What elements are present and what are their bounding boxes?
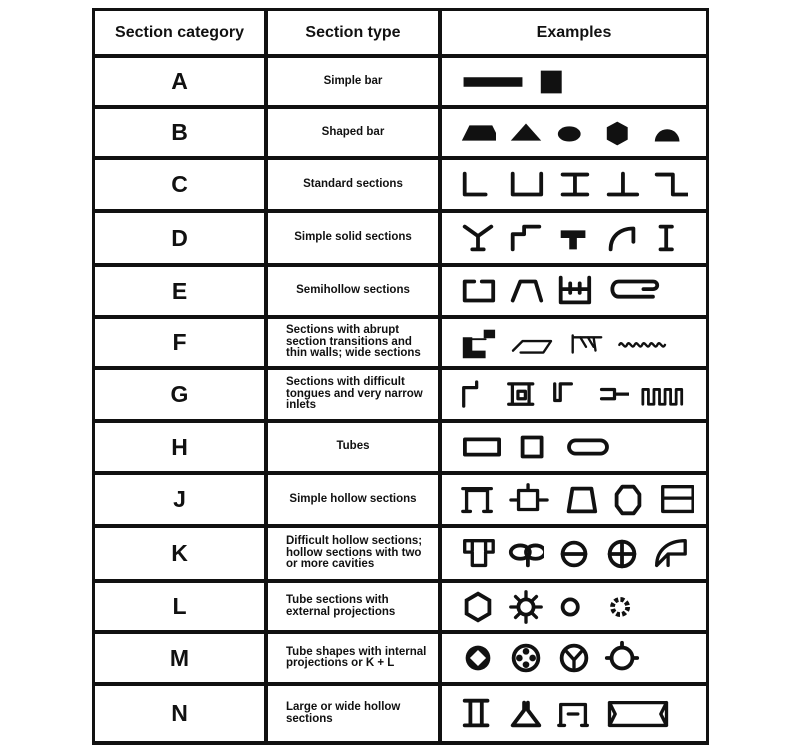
category-cell: F xyxy=(95,319,264,366)
hollow-trapezoid-icon xyxy=(562,481,598,519)
trapezoid-bar-icon xyxy=(460,114,496,152)
angle-section-icon xyxy=(460,166,496,204)
hexagon-bar-icon xyxy=(604,114,640,152)
category-cell: D xyxy=(95,213,264,263)
four-lobe-tube-icon xyxy=(508,639,544,677)
fan-section-icon xyxy=(652,535,688,573)
tee-section-icon xyxy=(604,166,640,204)
hollow-octagon-icon xyxy=(610,481,646,519)
section-type-cell: Sections with abrupt section transitions and thin walls; wide sections xyxy=(268,319,438,366)
cross-profile-icon xyxy=(556,219,592,257)
section-type-cell: Shaped bar xyxy=(268,109,438,156)
tongue-profile-icon xyxy=(460,376,493,414)
examples-cell xyxy=(442,686,706,741)
examples-cell xyxy=(442,109,706,156)
rail-profile-icon xyxy=(652,219,688,257)
section-type-cell: Simple hollow sections xyxy=(268,475,438,524)
lugged-tube-icon xyxy=(604,639,640,677)
ribbed-profile-icon xyxy=(568,324,604,362)
spiked-tube-icon xyxy=(508,588,544,626)
header-section-category: Section category xyxy=(95,11,264,54)
examples-cell xyxy=(442,58,706,105)
wide-box-icon xyxy=(604,695,672,733)
double-tongue-icon xyxy=(505,376,538,414)
multi-cavity-block-icon xyxy=(460,535,496,573)
oval-tube-icon xyxy=(564,428,612,466)
category-cell: B xyxy=(95,109,264,156)
y-profile-icon xyxy=(460,219,496,257)
section-type-cell: Tubes xyxy=(268,423,438,471)
category-cell: J xyxy=(95,475,264,524)
round-tube-icon xyxy=(556,588,592,626)
hook-profile-icon xyxy=(604,272,662,310)
category-cell: E xyxy=(95,267,264,315)
category-cell: K xyxy=(95,528,264,579)
gear-tube-icon xyxy=(604,588,640,626)
examples-cell xyxy=(442,267,706,315)
section-type-cell: Sections with difficult tongues and very narrow inlets xyxy=(268,370,438,419)
open-box-icon xyxy=(460,272,496,310)
category-cell: N xyxy=(95,686,264,741)
rectangular-bar-icon xyxy=(460,63,526,101)
oval-bar-icon xyxy=(556,114,592,152)
z-section-icon xyxy=(652,166,688,204)
thin-wall-flange-icon xyxy=(508,324,556,362)
hollow-frame-icon xyxy=(658,481,694,519)
square-bar-icon xyxy=(538,63,574,101)
comb-profile-icon xyxy=(641,376,706,414)
category-cell: H xyxy=(95,423,264,471)
category-cell: G xyxy=(95,370,264,419)
large-tower-icon xyxy=(460,695,496,733)
hollow-tower-icon xyxy=(460,481,496,519)
examples-cell xyxy=(442,528,706,579)
stepped-profile-icon xyxy=(508,219,544,257)
examples-cell xyxy=(442,634,706,682)
hexagon-tube-icon xyxy=(460,588,496,626)
header-section-type: Section type xyxy=(268,11,438,54)
examples-cell xyxy=(442,213,706,263)
wavy-strip-icon xyxy=(616,324,674,362)
divided-circle-icon xyxy=(556,535,592,573)
section-type-cell: Simple solid sections xyxy=(268,213,438,263)
h-frame-icon xyxy=(556,272,592,310)
quartered-circle-icon xyxy=(604,535,640,573)
section-type-cell: Difficult hollow sections; hollow sections with two or more cavities xyxy=(268,528,438,579)
section-type-cell: Tube sections with external projections xyxy=(268,583,438,630)
examples-cell xyxy=(442,583,706,630)
examples-cell xyxy=(442,475,706,524)
section-type-cell: Standard sections xyxy=(268,160,438,209)
curved-profile-icon xyxy=(604,219,640,257)
twin-cavity-icon xyxy=(508,535,544,573)
section-type-cell: Semihollow sections xyxy=(268,267,438,315)
section-type-cell: Large or wide hollow sections xyxy=(268,686,438,741)
open-trapezoid-icon xyxy=(508,272,544,310)
category-cell: L xyxy=(95,583,264,630)
y-split-tube-icon xyxy=(556,639,592,677)
thick-thin-corner-icon xyxy=(460,324,496,362)
examples-cell xyxy=(442,370,706,419)
diamond-core-tube-icon xyxy=(460,639,496,677)
category-cell: C xyxy=(95,160,264,209)
examples-cell xyxy=(442,160,706,209)
rectangular-tube-icon xyxy=(460,428,504,466)
large-pyramid-icon xyxy=(508,695,544,733)
section-category-table xyxy=(92,8,709,745)
i-beam-section-icon xyxy=(556,166,592,204)
large-arch-icon xyxy=(556,695,592,733)
section-type-cell: Tube shapes with internal projections or K + L xyxy=(268,634,438,682)
header-examples: Examples xyxy=(442,11,706,54)
category-cell: M xyxy=(95,634,264,682)
slot-profile-icon xyxy=(596,376,629,414)
section-type-cell: Simple bar xyxy=(268,58,438,105)
narrow-inlet-icon xyxy=(551,376,584,414)
square-tube-icon xyxy=(516,428,552,466)
half-round-bar-icon xyxy=(652,114,688,152)
category-cell: A xyxy=(95,58,264,105)
hollow-flanged-box-icon xyxy=(508,481,550,519)
channel-section-icon xyxy=(508,166,544,204)
examples-cell xyxy=(442,319,706,366)
examples-cell xyxy=(442,423,706,471)
triangle-bar-icon xyxy=(508,114,544,152)
